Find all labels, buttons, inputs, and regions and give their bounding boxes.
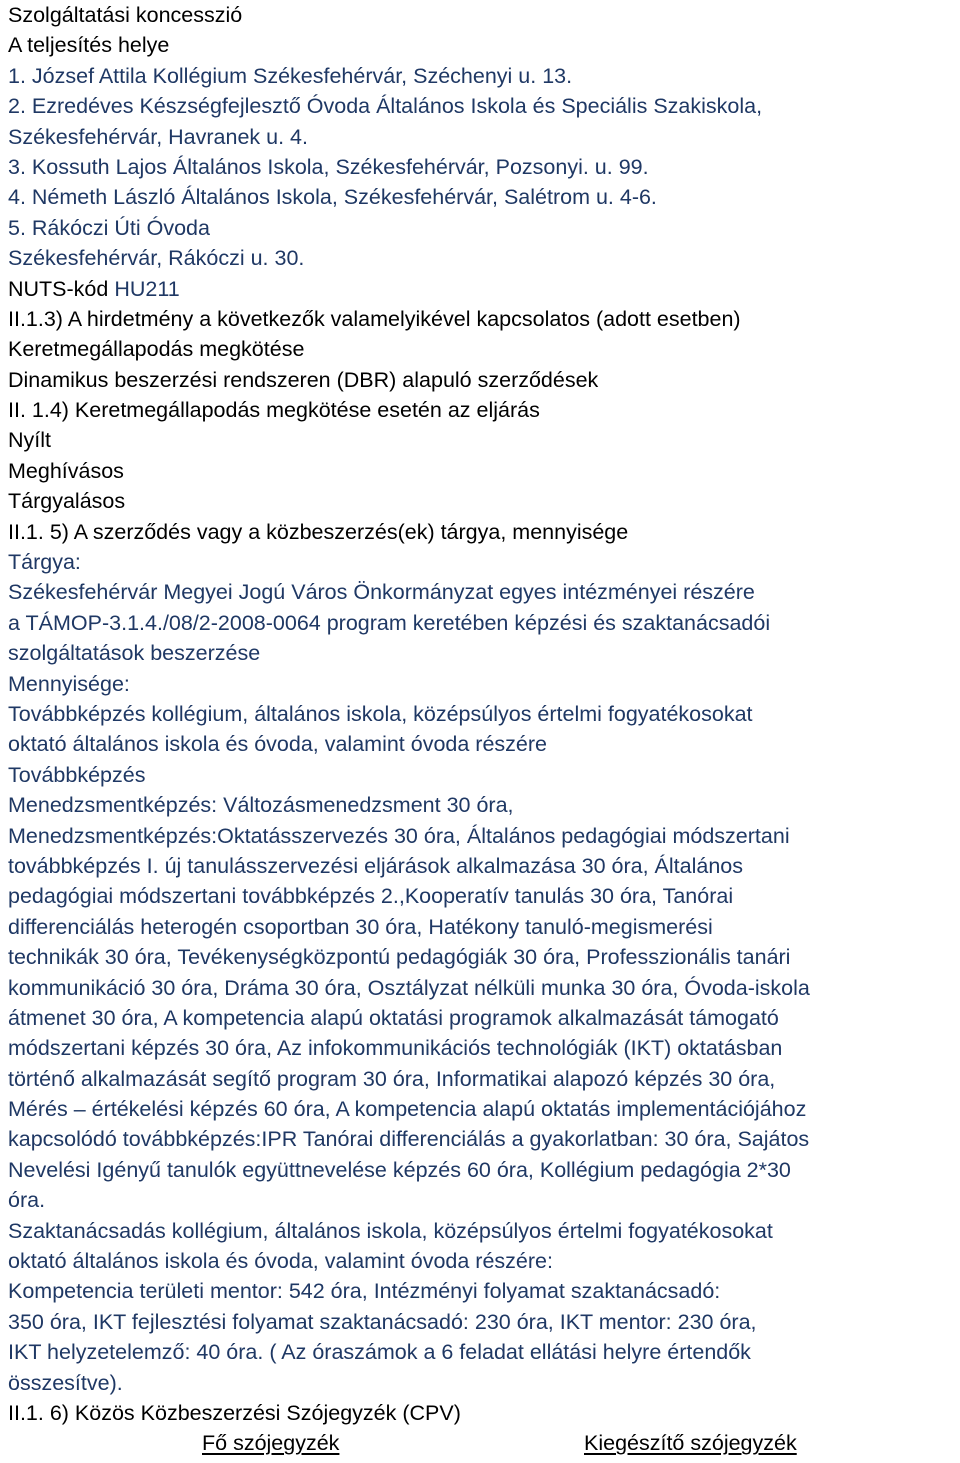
place-line: Székesfehérvár, Rákóczi u. 30. [8,246,305,271]
quantity-line: Menedzsmentképzés:Oktatásszervezés 30 óra, Általános pedagógiai módszertani [8,823,790,848]
quantity-line: Szaktanácsadás kollégium, általános iskola, középsúlyos értelmi fogyatékosokat [8,1218,773,1243]
places-list [8,61,956,274]
quantity-line: Továbbképzés [8,762,146,787]
quantity-line: oktató általános iskola és óvoda, valamint óvoda részére [8,732,548,757]
subject-line: szolgáltatások beszerzése [8,641,261,666]
document-body [8,0,956,1462]
ii13-option: Keretmegállapodás megkötése [8,337,305,362]
nuts-code: HU211 [114,276,180,301]
quantity-line: kommunikáció 30 óra, Dráma 30 óra, Osztályzat nélküli munka 30 óra, Óvoda-iskola [8,975,810,1000]
ii14-option: Tárgyalásos [8,489,126,514]
quantity-line: történő alkalmazását segítő program 30 óra, Informatikai alapozó képzés 30 óra, [8,1066,776,1091]
place-line: 2. Ezredéves Készségfejlesztő Óvoda Általános Iskola és Speciális Szakiskola, [8,94,763,119]
quantity-line: 350 óra, IKT fejlesztési folyamat szaktanácsadó: 230 óra, IKT mentor: 230 óra, [8,1309,757,1334]
quantity-line: összesítve). [8,1370,123,1395]
quantity-line: átmenet 30 óra, A kompetencia alapú oktatási programok alkalmazását támogató [8,1005,779,1030]
quantity-line: Mérés – értékelési képzés 60 óra, A kompetencia alapú oktatás implementációjához [8,1097,807,1122]
quantity-line: Kompetencia területi mentor: 542 óra, Intézményi folyamat szaktanácsadó: [8,1279,721,1304]
quantity-line: oktató általános iskola és óvoda, valamint óvoda részére: [8,1249,553,1274]
subject-line: a TÁMOP-3.1.4./08/2-2008-0064 program keretében képzési és szaktanácsadói [8,610,771,635]
quantity-line: Mennyisége: [8,671,130,696]
quantity-line: Menedzsmentképzés: Változásmenedzsment 30 óra, [8,793,514,818]
quantity-line: differenciálás heterogén csoportban 30 óra, Hatékony tanuló-megismerési [8,914,713,939]
quantity-line: óra. [8,1188,46,1213]
quantity-line: továbbképzés I. új tanulásszervezési eljárások alkalmazása 30 óra, Általános [8,853,743,878]
ii13-option: Dinamikus beszerzési rendszeren (DBR) alapuló szerződések [8,367,599,392]
quantity-line: Nevelési Igényű tanulók együttnevelése képzés 60 óra, Kollégium pedagógia 2*30 [8,1157,791,1182]
place-line: 4. Németh László Általános Iskola, Székesfehérvár, Salétrom u. 4-6. [8,185,657,210]
section-ii14-heading: II. 1.4) Keretmegállapodás megkötése esetén az eljárás [8,398,540,423]
subject-line: Székesfehérvár Megyei Jogú Város Önkormányzat egyes intézményei részére [8,580,755,605]
document-title: Szolgáltatási koncesszió [8,3,243,27]
main-vocabulary-label: Fő szójegyzék [202,1431,340,1456]
quantity-line: Továbbképzés kollégium, általános iskola, középsúlyos értelmi fogyatékosokat [8,701,753,726]
quantity-line: módszertani képzés 30 óra, Az infokommunikációs technológiák (IKT) oktatásban [8,1036,783,1061]
ii14-option: Nyílt [8,428,51,453]
quantity-line: IKT helyzetelemző: 40 óra. ( Az óraszámok a 6 feladat ellátási helyre értendők [8,1340,751,1365]
cpv-vocab-row [8,1428,956,1462]
place-line: 3. Kossuth Lajos Általános Iskola, Székesfehérvár, Pozsonyi. u. 99. [8,154,649,179]
nuts-label: NUTS-kód [8,276,115,301]
ii14-option: Meghívásos [8,458,124,483]
place-line: 1. József Attila Kollégium Székesfehérvár, Széchenyi u. 13. [8,63,573,88]
section-ii15-heading: II.1. 5) A szerződés vagy a közbeszerzés(ek) tárgya, mennyisége [8,519,629,544]
quantity-line: pedagógiai módszertani továbbképzés 2.,Kooperatív tanulás 30 óra, Tanórai [8,884,734,909]
quantity-line: kapcsolódó továbbképzés:IPR Tanórai differenciálás a gyakorlatban: 30 óra, Sajátos [8,1127,810,1152]
place-of-performance-label: A teljesítés helye [8,33,170,58]
supplementary-vocabulary-label: Kiegészítő szójegyzék [584,1431,797,1456]
section-ii13-heading: II.1.3) A hirdetmény a következők valamelyikével kapcsolatos (adott esetben) [8,306,741,331]
quantity-line: technikák 30 óra, Tevékenységközpontú pedagógiák 30 óra, Professzionális tanári [8,945,791,970]
subject-line: Tárgya: [8,550,81,575]
nuts-code-line [8,274,956,304]
place-line: Székesfehérvár, Havranek u. 4. [8,124,308,149]
place-line: 5. Rákóczi Úti Óvoda [8,215,210,240]
subject-quantity-text [8,547,956,1398]
section-ii16-heading: II.1. 6) Közös Közbeszerzési Szójegyzék (CPV) [8,1400,461,1425]
